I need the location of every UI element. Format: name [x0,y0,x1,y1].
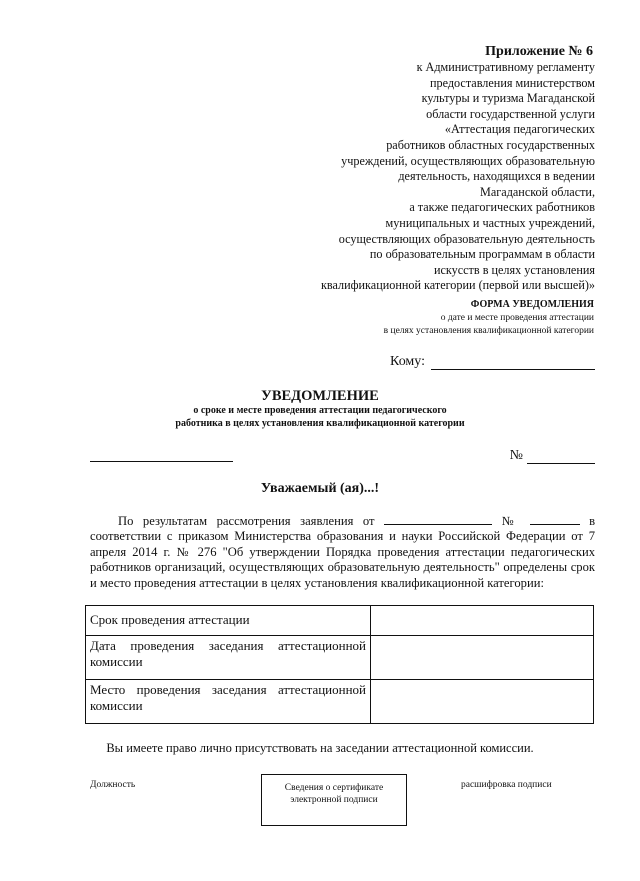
application-number-field[interactable] [530,514,580,525]
appendix-line: учреждений, осуществляющих образовательную [341,153,595,168]
notice-title: УВЕДОМЛЕНИЕ [261,388,379,404]
body-paragraph [90,514,595,591]
notice-number-field[interactable] [527,449,595,464]
table-label: Срок проведения аттестации [86,606,371,636]
attestation-table [85,605,594,724]
table-value[interactable] [371,606,594,636]
appendix-description [295,60,595,294]
notice-subtitle [0,405,640,430]
signature-decode-label: расшифровка подписи [461,780,552,790]
body-number-sign: № [501,514,520,528]
rights-text: Вы имеете право лично присутствовать на заседании аттестационной комиссии. [106,741,534,755]
greeting: Уважаемый (ая)...! [260,481,380,496]
recipient-field[interactable] [431,355,595,370]
certificate-box [261,774,407,826]
table-label: Место проведения заседания аттестационной комиссии [86,680,371,724]
application-date-field[interactable] [384,514,492,525]
appendix-line: «Аттестация педагогических [444,122,595,137]
appendix-title: Приложение № 6 [485,44,593,59]
notice-number-line [510,448,595,464]
table-row [86,636,594,680]
form-subtitle-line: о дате и месте проведения аттестации [440,313,594,323]
appendix-line: предоставления министерством [429,75,595,90]
notice-subtitle-line: о сроке и месте проведения аттестации педагогического [193,405,447,416]
notice-subtitle-line: работника в целях установления квалификационной категории [175,417,465,429]
appendix-line: деятельность, находящихся в ведении [398,169,595,184]
appendix-line: а также педагогических работников [409,200,595,215]
appendix-line: области государственной услуги [426,106,595,121]
certificate-line: Сведения о сертификате [284,783,384,793]
table-label: Дата проведения заседания аттестационной комиссии [86,636,371,680]
table-value[interactable] [371,636,594,680]
appendix-line: осуществляющих образовательную деятельность [338,231,595,246]
table-value[interactable] [371,680,594,724]
body-text-rest: в соответствии с приказом Министерства образования и науки Российской Федерации от 7 апреля 2014 г. № 276 "Об утверждении Порядка проведения аттестации педагогических работников организаций, осуществляющих образовательную деятельность" определены срок и место проведения аттестации в целях установления квалификационной категории: [90,514,596,590]
table-row [86,680,594,724]
recipient-line [390,354,595,370]
table-row [86,606,594,636]
appendix-line: культуры и туризма Магаданской [421,91,595,106]
recipient-label: Кому: [390,354,425,369]
appendix-line: муниципальных и частных учреждений, [385,215,595,230]
form-subtitle [384,312,594,337]
appendix-line: работников областных государственных [386,137,595,152]
notice-date-field[interactable] [90,461,233,462]
appendix-line: Магаданской области, [480,184,595,199]
form-subtitle-line: в целях установления квалификационной категории [383,325,594,336]
appendix-line: к Административному регламенту [416,60,595,74]
appendix-line: квалификационной категории (первой или высшей)» [321,278,595,293]
position-label: Должность [90,780,136,790]
appendix-line: искусств в целях установления [433,262,595,277]
appendix-line: по образовательным программам в области [369,247,595,262]
form-title: ФОРМА УВЕДОМЛЕНИЯ [470,299,594,310]
body-text-start: По результатам рассмотрения заявления от [118,514,375,528]
number-sign: № [509,448,523,463]
certificate-line: электронной подписи [290,795,378,805]
